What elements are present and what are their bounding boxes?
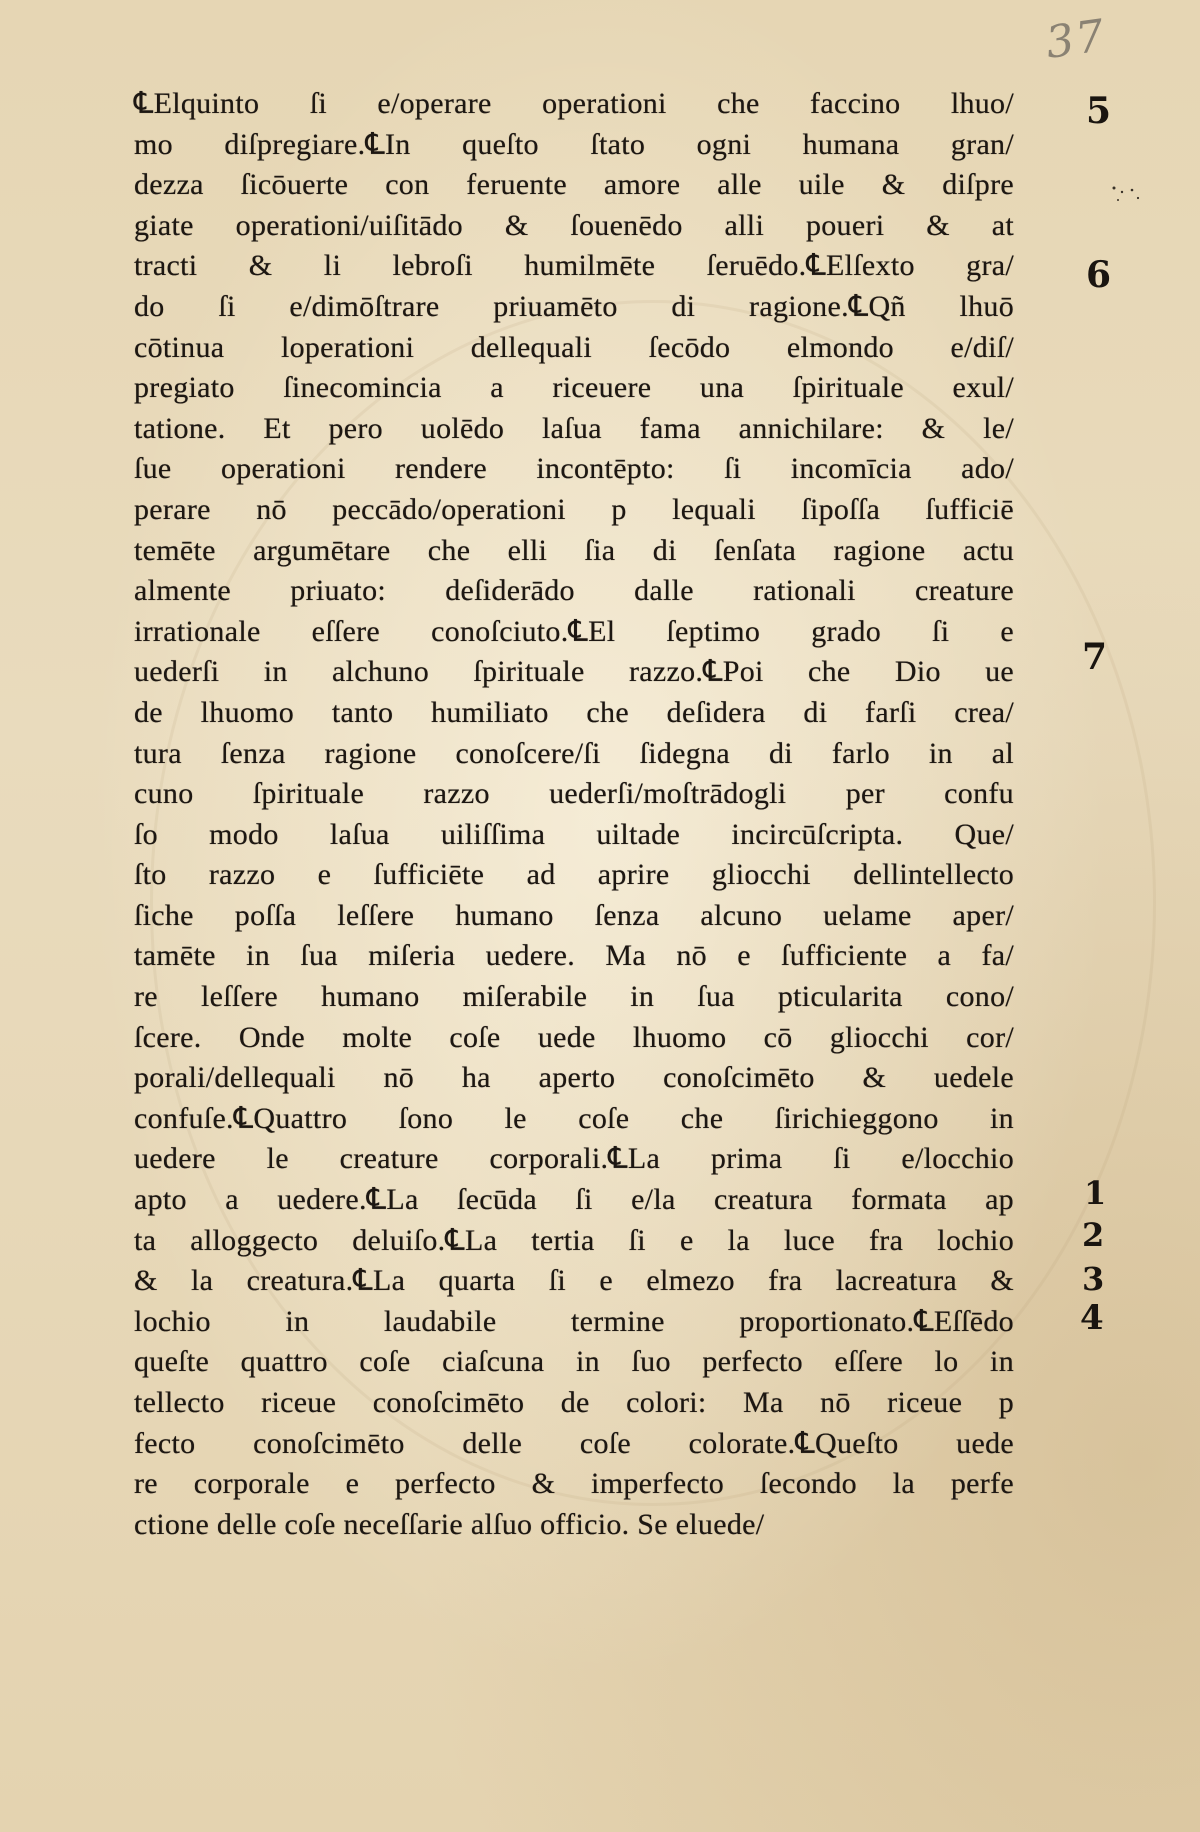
text-line: tatione. Et pero uolēdo laſua fama annichilare: & le/ [134, 411, 1014, 445]
margin-numeral: 7 [1082, 636, 1108, 678]
text-line: & la creatura.℄La quarta ſi e elmezo fra lacreatura & [134, 1264, 1014, 1298]
text-line: cōtinua loperationi dellequali ſecōdo elmondo e/diſ/ [134, 330, 1014, 364]
text-line: ta alloggecto deluiſo.℄La tertia ſi e la luce fra lochio [134, 1223, 1014, 1257]
text-line: perare nō peccādo/operationi p lequali ſipoſſa ſufficiē [134, 492, 1014, 526]
text-line: porali/dellequali nō ha aperto conoſcimēto & uedele [134, 1061, 1014, 1095]
text-line: tamēte in ſua miſeria uedere. Ma nō e ſufficiente a fa/ [134, 939, 1014, 973]
text-line: almente priuato: deſiderādo dalle rationali creature [134, 574, 1014, 608]
margin-numeral: 4 [1080, 1298, 1104, 1338]
margin-numeral: 3 [1082, 1260, 1105, 1298]
text-line: confuſe.℄Quattro ſono le coſe che ſirichieggono in [134, 1101, 1014, 1135]
text-line: tura ſenza ragione conoſcere/ſi ſidegna di farlo in al [134, 736, 1014, 770]
text-line: dezza ſicōuerte con feruente amore alle uile & diſpre [134, 168, 1014, 202]
text-line: tracti & li lebroſi humilmēte ſeruēdo.℄Elſexto gra/ [134, 249, 1014, 283]
text-line: mo diſpregiare.℄In queſto ſtato ogni humana gran/ [134, 127, 1014, 161]
text-line: re corporale e perfecto & imperfecto ſecondo la perfe [134, 1467, 1014, 1501]
text-line: queſte quattro coſe ciaſcuna in ſuo perfecto eſſere lo in [134, 1345, 1014, 1379]
text-line: do ſi e/dimōſtrare priuamēto di ragione.℄Qñ lhuō [134, 289, 1014, 323]
text-line: cuno ſpirituale razzo uederſi/moſtrādogli per confu [134, 777, 1014, 811]
margin-numeral: 1 [1084, 1174, 1107, 1212]
text-line: uedere le creature corporali.℄La prima ſi e/locchio [134, 1142, 1014, 1176]
text-line: ctione delle coſe neceſſarie alſuo officio. Se eluede/ [134, 1507, 765, 1541]
text-line: ſcere. Onde molte coſe uede lhuomo cō gliocchi cor/ [134, 1020, 1014, 1054]
text-line: ℄Elquinto ſi e/operare operationi che faccino lhuo/ [134, 87, 1014, 120]
text-line: uederſi in alchuno ſpirituale razzo.℄Poi che Dio ue [134, 655, 1014, 689]
ink-specks [1108, 180, 1148, 210]
text-line: giate operationi/uiſitādo & ſouenēdo alli poueri & at [134, 208, 1014, 242]
text-line: irrationale eſſere conoſciuto.℄El ſeptimo grado ſi e [134, 614, 1014, 648]
text-line: lochio in laudabile termine proportionato.℄Eſſēdo [134, 1304, 1014, 1338]
text-line: tellecto riceue conoſcimēto de colori: Ma nō riceue p [134, 1386, 1014, 1419]
text-line: ſto razzo e ſufficiēte ad aprire gliocchi dellintellecto [134, 858, 1014, 892]
margin-numeral: 6 [1086, 254, 1112, 296]
main-text-block [134, 84, 1014, 1545]
text-line: apto a uedere.℄La ſecūda ſi e/la creatura formata ap [134, 1183, 1014, 1217]
text-line: pregiato ſinecomincia a riceuere una ſpirituale exul/ [134, 371, 1014, 405]
text-line: temēte argumētare che elli ſia di ſenſata ragione actu [134, 533, 1014, 567]
margin-numeral: 2 [1082, 1216, 1105, 1254]
folio-number: 37 [1042, 10, 1110, 69]
text-line: de lhuomo tanto humiliato che deſidera di farſi crea/ [134, 695, 1014, 729]
text-line: ſue operationi rendere incontēpto: ſi incomīcia ado/ [134, 452, 1014, 486]
text-line: ſo modo laſua uiliſſima uiltade incircūſcripta. Que/ [134, 817, 1014, 851]
text-line: ſiche poſſa leſſere humano ſenza alcuno uelame aper/ [134, 898, 1014, 932]
margin-numeral: 5 [1086, 90, 1112, 132]
text-line: re leſſere humano miſerabile in ſua pticularita cono/ [134, 980, 1014, 1014]
text-line: fecto conoſcimēto delle coſe colorate.℄Queſto uede [134, 1426, 1014, 1460]
